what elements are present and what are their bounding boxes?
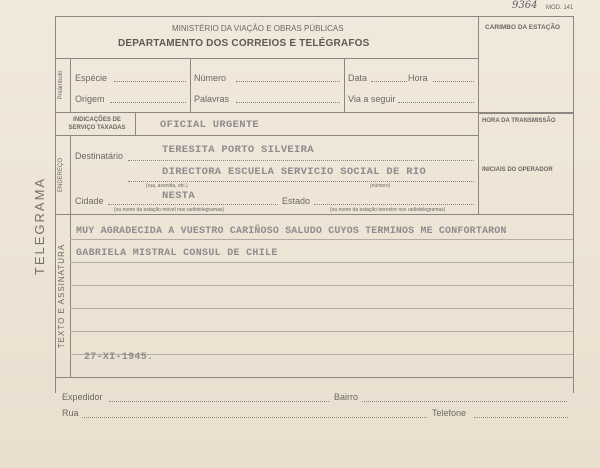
right-column-border <box>478 16 479 214</box>
texto-assinatura-label: TEXTO E ASSINATURA <box>57 243 66 349</box>
hint-rua: (rua, avenida, etc.) <box>146 183 188 189</box>
address-line-value: DIRECTORA ESCUELA SERVICIO SOCIAL DE RIO <box>162 166 427 178</box>
rua-label: Rua <box>62 408 79 418</box>
message-rule-1 <box>70 239 573 240</box>
hint-numero: (número) <box>370 183 391 189</box>
hora-field[interactable] <box>433 81 474 82</box>
estado-field[interactable] <box>314 204 474 205</box>
expedidor-field[interactable] <box>109 401 329 402</box>
cidade-value: NESTA <box>162 190 196 202</box>
header-divider <box>55 58 479 59</box>
palavras-field[interactable] <box>236 102 340 103</box>
preamble-col-divider-1 <box>190 58 191 112</box>
hora-transmissao-label: HORA DA TRANSMISSÃO <box>482 118 556 124</box>
indicacoes-value: OFICIAL URGENTE <box>160 119 260 131</box>
iniciais-operador-label: INICIAIS DO OPERADOR <box>482 167 553 173</box>
origem-field[interactable] <box>110 102 186 103</box>
ministry-title: MINISTÉRIO DA VIAÇÃO E OBRAS PÚBLICAS <box>172 24 344 33</box>
especie-label: Espécie <box>75 73 108 83</box>
bairro-label: Bairro <box>334 392 359 402</box>
data-field[interactable] <box>371 81 407 82</box>
indicacoes-label-1: INDICAÇÕES DE <box>73 117 121 123</box>
hint-estado: (ou nome da estação terrestre nos radiotelegramas) <box>330 207 446 213</box>
endereco-label: ENDEREÇO <box>58 158 64 193</box>
stamp-divider <box>478 113 573 114</box>
model-number: MOD. 141 <box>546 5 574 11</box>
destinatario-value: TERESITA PORTO SILVEIRA <box>162 144 314 156</box>
via-label: Via a seguir <box>348 94 396 104</box>
message-line-2: GABRIELA MISTRAL CONSUL DE CHILE <box>76 248 278 259</box>
department-title: DEPARTAMENTO DOS CORREIOS E TELÉGRAFOS <box>118 38 370 49</box>
bairro-field[interactable] <box>362 401 567 402</box>
handwritten-number: 9364 <box>512 0 538 11</box>
telefone-label: Telefone <box>432 408 467 418</box>
address-bottom-border <box>55 214 573 215</box>
destinatario-label: Destinatário <box>75 151 124 161</box>
data-label: Data <box>348 73 368 83</box>
via-field[interactable] <box>398 102 474 103</box>
top-border <box>55 16 574 17</box>
address-line-field[interactable] <box>128 181 474 182</box>
hint-cidade: (ou nome da estação móvel nos radiotelegramas) <box>114 207 225 213</box>
indicacoes-bottom-border <box>55 135 479 136</box>
cidade-label: Cidade <box>75 196 104 206</box>
message-rule-5 <box>70 331 573 332</box>
preamble-col-divider-2 <box>344 58 345 112</box>
message-bottom-border <box>55 377 573 378</box>
message-rule-2 <box>70 262 573 263</box>
message-rule-4 <box>70 308 573 309</box>
carimbo-label: CARIMBO DA ESTAÇÃO <box>485 24 561 31</box>
numero-label: Número <box>194 73 227 83</box>
expedidor-label: Expedidor <box>62 392 103 402</box>
estado-label: Estado <box>282 196 311 206</box>
hora-label: Hora <box>408 73 428 83</box>
destinatario-field[interactable] <box>128 160 474 161</box>
right-border <box>573 16 574 393</box>
main-left-border <box>55 16 56 393</box>
message-line-1: MUY AGRADECIDA A VUESTRO CARIÑOSO SALUDO CUYOS TERMINOS ME CONFORTARON <box>76 226 507 237</box>
numero-field[interactable] <box>236 81 340 82</box>
message-rule-3 <box>70 285 573 286</box>
indicacoes-label-2: SERVIÇO TAXADAS <box>68 125 126 131</box>
preamble-bottom-border <box>55 112 573 113</box>
telegrama-side-label: TELEGRAMA <box>32 176 47 276</box>
indicacoes-divider <box>135 112 136 135</box>
endereco-label-divider <box>70 135 71 215</box>
message-date: 27-XI-1945. <box>84 352 154 363</box>
preambulo-label: Preâmbulo <box>58 70 64 100</box>
rua-field[interactable] <box>82 417 427 418</box>
palavras-label: Palavras <box>194 94 230 104</box>
origem-label: Origem <box>75 94 105 104</box>
preamble-label-divider <box>70 58 71 112</box>
telefone-field[interactable] <box>474 417 568 418</box>
especie-field[interactable] <box>114 81 186 82</box>
cidade-field[interactable] <box>108 204 278 205</box>
